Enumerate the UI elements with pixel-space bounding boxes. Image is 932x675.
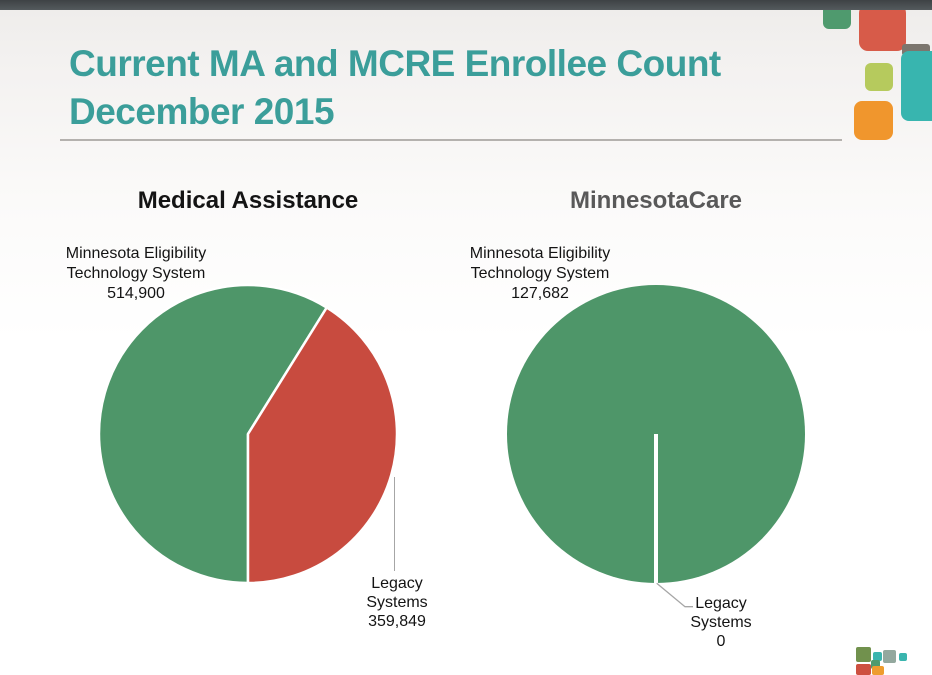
deco-square-teal bbox=[901, 51, 932, 121]
label-legacy-mcre bbox=[661, 594, 781, 651]
deco-square-red bbox=[859, 4, 906, 51]
label-value: 359,849 bbox=[368, 613, 426, 630]
label-line: Legacy bbox=[371, 575, 423, 592]
logo-square-olive-green bbox=[856, 647, 871, 662]
deco-square-olive bbox=[865, 63, 893, 91]
pie-chart-medical-assistance bbox=[97, 283, 399, 585]
logo-square-sage bbox=[883, 650, 896, 663]
label-value: 127,682 bbox=[511, 285, 569, 302]
label-legacy-ma bbox=[337, 574, 457, 631]
logo-square-red bbox=[856, 664, 871, 675]
logo-square-teal-small bbox=[899, 653, 907, 661]
label-line: Technology System bbox=[470, 265, 610, 282]
pie-chart-minnesotacare bbox=[505, 283, 807, 585]
label-line: Systems bbox=[690, 614, 752, 631]
slide-title-line2: December 2015 bbox=[69, 91, 335, 132]
slide-title bbox=[69, 40, 859, 136]
title-underline bbox=[60, 139, 842, 141]
label-line: Minnesota Eligibility bbox=[65, 245, 207, 262]
mosaic-logo bbox=[855, 645, 911, 675]
chart-title-medical-assistance: Medical Assistance bbox=[137, 187, 359, 214]
chart-title-minnesotacare: MinnesotaCare bbox=[569, 187, 743, 214]
slide-title-line1: Current MA and MCRE Enrollee Count bbox=[69, 43, 721, 84]
label-line: Systems bbox=[366, 594, 428, 611]
label-value: 0 bbox=[716, 633, 726, 650]
deco-square-orange bbox=[854, 101, 893, 140]
logo-square-orange bbox=[872, 666, 884, 675]
leader-line-legacy-ma bbox=[394, 477, 395, 571]
label-line: Legacy bbox=[695, 595, 747, 612]
label-line: Technology System bbox=[66, 265, 206, 282]
top-bar bbox=[0, 0, 932, 10]
label-value: 514,900 bbox=[107, 285, 165, 302]
label-line: Minnesota Eligibility bbox=[469, 245, 611, 262]
